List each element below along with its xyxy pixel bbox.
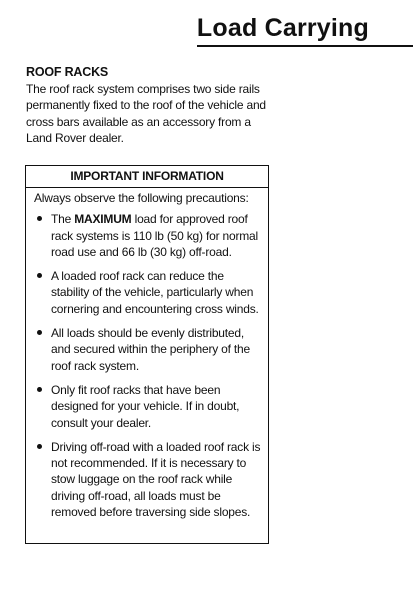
section-heading: ROOF RACKS (26, 65, 109, 79)
bullet-icon (37, 387, 42, 392)
list-item-text: A loaded roof rack can reduce the stability of the vehicle, particularly when cornering and encountering cross winds. (51, 269, 259, 316)
bullet-icon (37, 216, 42, 221)
list-item-text-after: load for approved roof rack systems is 110 lb (50 kg) for normal road use and 66 lb (30 kg) off-road. (51, 212, 258, 259)
section-body: The roof rack system comprises two side rails permanently fixed to the roof of the vehicle and cross bars available as an accessory from a Land Rover dealer. (26, 82, 266, 145)
header-rule (197, 45, 413, 47)
page-title: Load Carrying (196, 14, 369, 42)
list-item (26, 211, 268, 260)
list-item (26, 325, 268, 374)
list-item (26, 382, 268, 431)
precautions-list (26, 211, 268, 520)
list-item (26, 268, 268, 317)
roof-racks-section (26, 64, 276, 146)
info-box-intro: Always observe the following precautions: (34, 191, 249, 205)
list-item-emphasis: MAXIMUM (74, 212, 132, 227)
list-item-text: Driving off-road with a loaded roof rack is not recommended. If it is necessary to stow luggage on the roof rack while driving off-road, all loads must be removed before traversing side slopes. (51, 439, 261, 520)
bullet-icon (37, 330, 42, 335)
page-header (0, 0, 413, 50)
info-box-title: IMPORTANT INFORMATION (26, 166, 268, 188)
bullet-icon (37, 273, 42, 278)
bullet-icon (37, 444, 42, 449)
list-item-text: All loads should be evenly distributed, and secured within the periphery of the roof rack system. (51, 326, 250, 373)
list-item-text: Only fit roof racks that have been designed for your vehicle. If in doubt, consult your dealer. (51, 382, 240, 430)
list-item (26, 439, 268, 520)
important-information-box (25, 165, 269, 544)
list-item-text-before: The (51, 212, 75, 227)
